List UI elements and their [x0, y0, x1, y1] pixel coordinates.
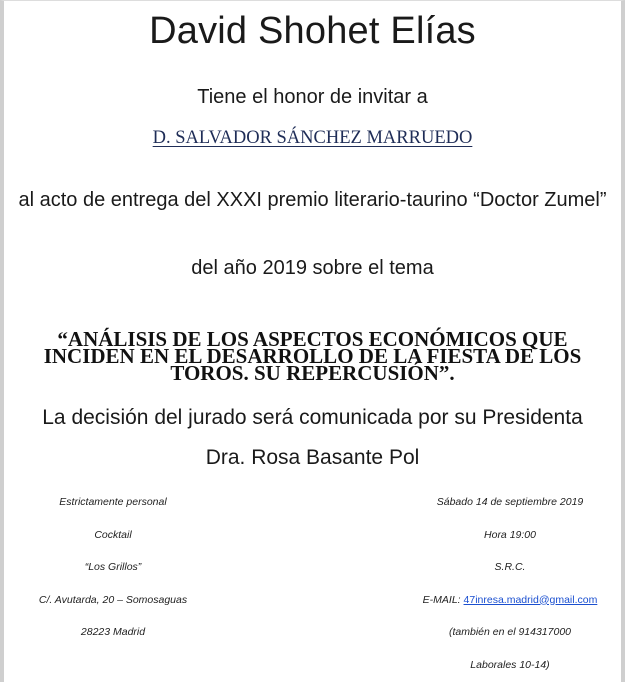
detail-cocktail: Cocktail — [94, 528, 132, 541]
detail-rsvp: S.R.C. — [494, 561, 526, 573]
detail-address: C/. Avutarda, 20 – Somosaguas — [38, 593, 188, 606]
detail-venue: “Los Grillos” — [84, 561, 142, 573]
detail-email — [400, 592, 620, 625]
jury-line: La decisión del jurado será comunicada por su Presidenta — [42, 406, 583, 429]
president-name: Dra. Rosa Basante Pol — [205, 446, 420, 469]
host-name: David Shohet Elías — [149, 10, 476, 52]
topic-title: “ANÁLISIS DE LOS ASPECTOS ECONÓMICOS QUE INCIDEN EN EL DESARROLLO DE LA FIESTA DE LOS TOROS. SU REPERCUSIÓN”. — [43, 327, 582, 385]
honor-line: Tiene el honor de invitar a — [197, 86, 428, 108]
email-link[interactable]: 47inresa.madrid@gmail.com — [463, 593, 598, 606]
email-label: E-MAIL: — [422, 593, 461, 606]
detail-city: 28223 Madrid — [80, 626, 146, 638]
detail-phone: (también en el 914317000 — [448, 626, 571, 638]
year-line: del año 2019 sobre el tema — [191, 257, 434, 279]
act-line: al acto de entrega del XXXI premio literario-taurino “Doctor Zumel” — [18, 189, 607, 211]
detail-date: Sábado 14 de septiembre 2019 — [436, 496, 584, 508]
details-right — [400, 494, 620, 682]
detail-hours: Laborales 10-14) — [470, 658, 550, 671]
details-left — [18, 494, 208, 657]
detail-personal: Estrictamente personal — [59, 496, 167, 508]
detail-time: Hora 19:00 — [484, 528, 536, 541]
guest-name: D. SALVADOR SÁNCHEZ MARRUEDO — [152, 128, 473, 148]
